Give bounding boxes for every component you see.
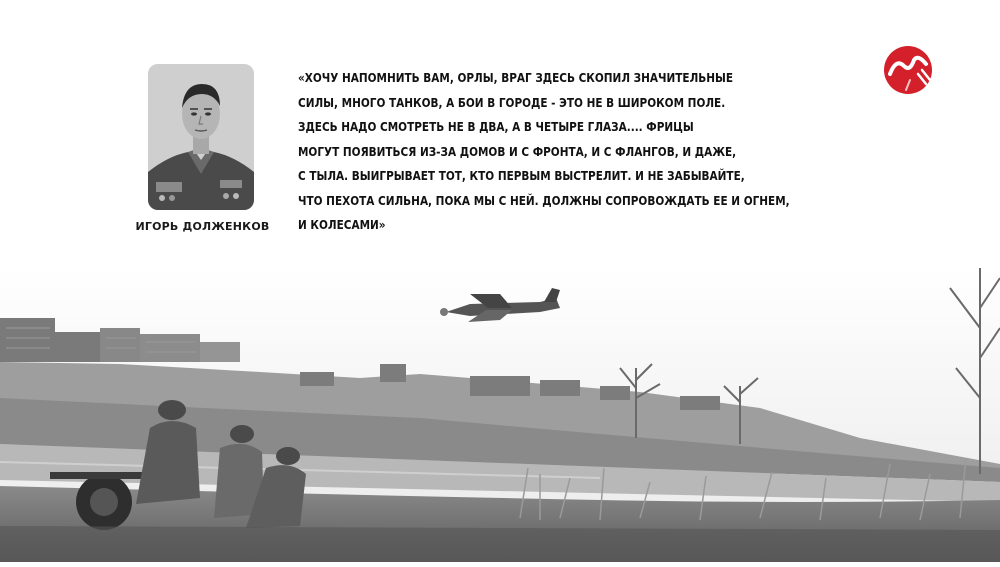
quote-line: И КОЛЕСАМИ»: [298, 218, 386, 232]
quote-line: С ТЫЛА. ВЫИГРЫВАЕТ ТОТ, КТО ПЕРВЫМ ВЫСТРЕЛИТ. И НЕ ЗАБЫВАЙТЕ,: [298, 169, 745, 183]
quote-line: ЗДЕСЬ НАДО СМОТРЕТЬ НЕ В ДВА, А В ЧЕТЫРЕ ГЛАЗА.... ФРИЦЫ: [298, 120, 694, 134]
channel-logo-icon: [880, 44, 936, 96]
quote-line: ЧТО ПЕХОТА СИЛЬНА, ПОКА МЫ С НЕЙ. ДОЛЖНЫ СОПРОВОЖДАТЬ ЕЕ И ОГНЕМ,: [298, 193, 790, 208]
portrait-illustration: [148, 64, 254, 210]
quote-line: СИЛЫ, МНОГО ТАНКОВ, А БОИ В ГОРОДЕ - ЭТО НЕ В ШИРОКОМ ПОЛЕ.: [298, 95, 726, 110]
quote-text: [298, 66, 938, 238]
wartime-scene-photo: [0, 268, 1000, 562]
quote-line: МОГУТ ПОЯВИТЬСЯ ИЗ-ЗА ДОМОВ И С ФРОНТА, И С ФЛАНГОВ, И ДАЖЕ,: [298, 144, 737, 159]
quote-line: «ХОЧУ НАПОМНИТЬ ВАМ, ОРЛЫ, ВРАГ ЗДЕСЬ СКОПИЛ ЗНАЧИТЕЛЬНЫЕ: [298, 71, 734, 85]
portrait-photo: [148, 64, 254, 210]
person-name: ИГОРЬ ДОЛЖЕНКОВ: [135, 220, 270, 233]
